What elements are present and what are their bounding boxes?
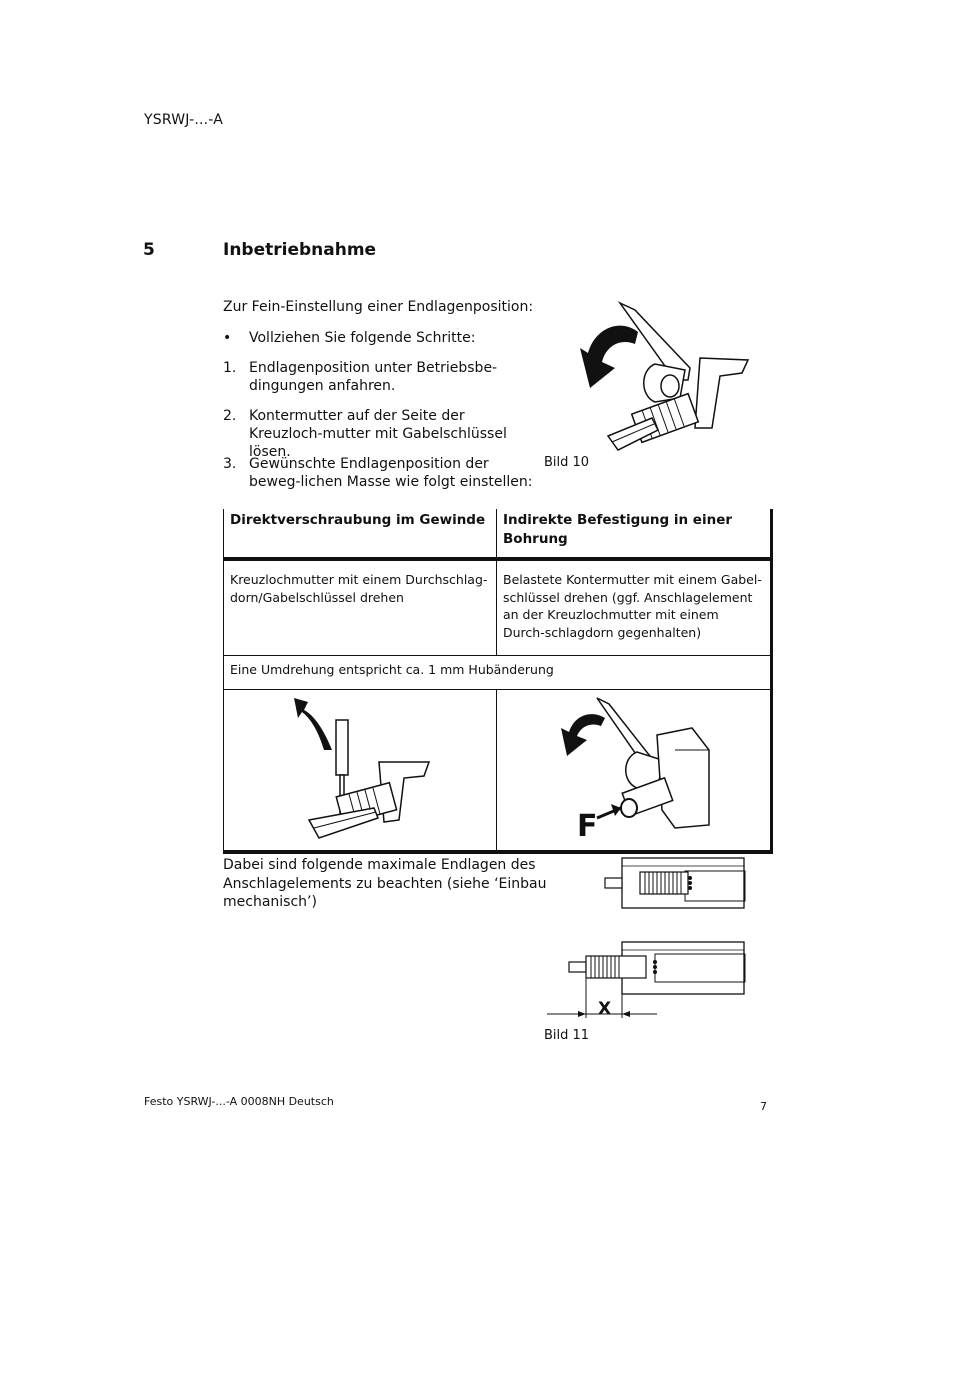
- table-cell: Belastete Kontermutter mit einem Gabel-schlüssel drehen (ggf. Anschlagelement an der Kreuzlochmutter mit einem Durch-schlagdorn gegenhalten): [497, 559, 772, 656]
- step-text: Endlagenposition unter Betriebsbe-dingungen anfahren.: [249, 360, 498, 394]
- intro-text: Zur Fein-Einstellung einer Endlagenposition:: [223, 299, 534, 315]
- figure-10-caption: Bild 10: [544, 455, 590, 470]
- end-position-note: Dabei sind folgende maximale Endlagen des Anschlagelements zu beachten (siehe ‘Einbau mechanisch’): [223, 857, 547, 910]
- force-label: F: [577, 809, 598, 844]
- table-row: [224, 559, 772, 656]
- stop-element-dimension-icon: [545, 856, 755, 1026]
- table-image-cell: [224, 690, 497, 853]
- table-header-row: [224, 509, 772, 559]
- table-row: [224, 690, 772, 853]
- dimension-label: X: [598, 999, 612, 1019]
- section-title: Inbetriebnahme: [223, 240, 377, 260]
- step-number: 1.: [223, 360, 237, 376]
- page-number: 7: [760, 1100, 767, 1113]
- document-code: YSRWJ-...-A: [144, 112, 223, 128]
- step-text: Gewünschte Endlagenposition der beweg-lichen Masse wie folgt einstellen:: [249, 456, 533, 490]
- step-item: [223, 407, 543, 460]
- step-number: 2.: [223, 408, 237, 424]
- bullet-item: [223, 329, 543, 349]
- step-item: [223, 455, 543, 495]
- table-note-cell: Eine Umdrehung entspricht ca. 1 mm Hubänderung: [224, 656, 772, 690]
- figure-11: [545, 856, 755, 1026]
- wrench-counterhold-icon: [497, 690, 769, 850]
- step-item: [223, 359, 543, 399]
- table-header-cell: Indirekte Befestigung in einer Bohrung: [497, 509, 772, 559]
- step-text: Kontermutter auf der Seite der Kreuzloch-mutter mit Gabelschlüssel lösen.: [249, 408, 507, 460]
- figure-11-caption: Bild 11: [544, 1028, 590, 1043]
- footer-document-info: Festo YSRWJ-...-A 0008NH Deutsch: [144, 1095, 334, 1108]
- step-number: 3.: [223, 456, 237, 472]
- table-row: [224, 656, 772, 690]
- section-number: 5: [143, 240, 155, 260]
- table-image-cell: [497, 690, 772, 853]
- figure-10: [560, 298, 760, 463]
- adjustment-table: [223, 509, 773, 854]
- pin-punch-rotation-icon: [224, 690, 497, 850]
- table-cell: Kreuzlochmutter mit einem Durchschlag-dorn/Gabelschlüssel drehen: [224, 559, 497, 656]
- wrench-rotation-icon: [560, 298, 760, 463]
- bullet-marker: •: [223, 330, 232, 346]
- bullet-text: Vollziehen Sie folgende Schritte:: [249, 330, 476, 346]
- table-header-cell: Direktverschraubung im Gewinde: [224, 509, 497, 559]
